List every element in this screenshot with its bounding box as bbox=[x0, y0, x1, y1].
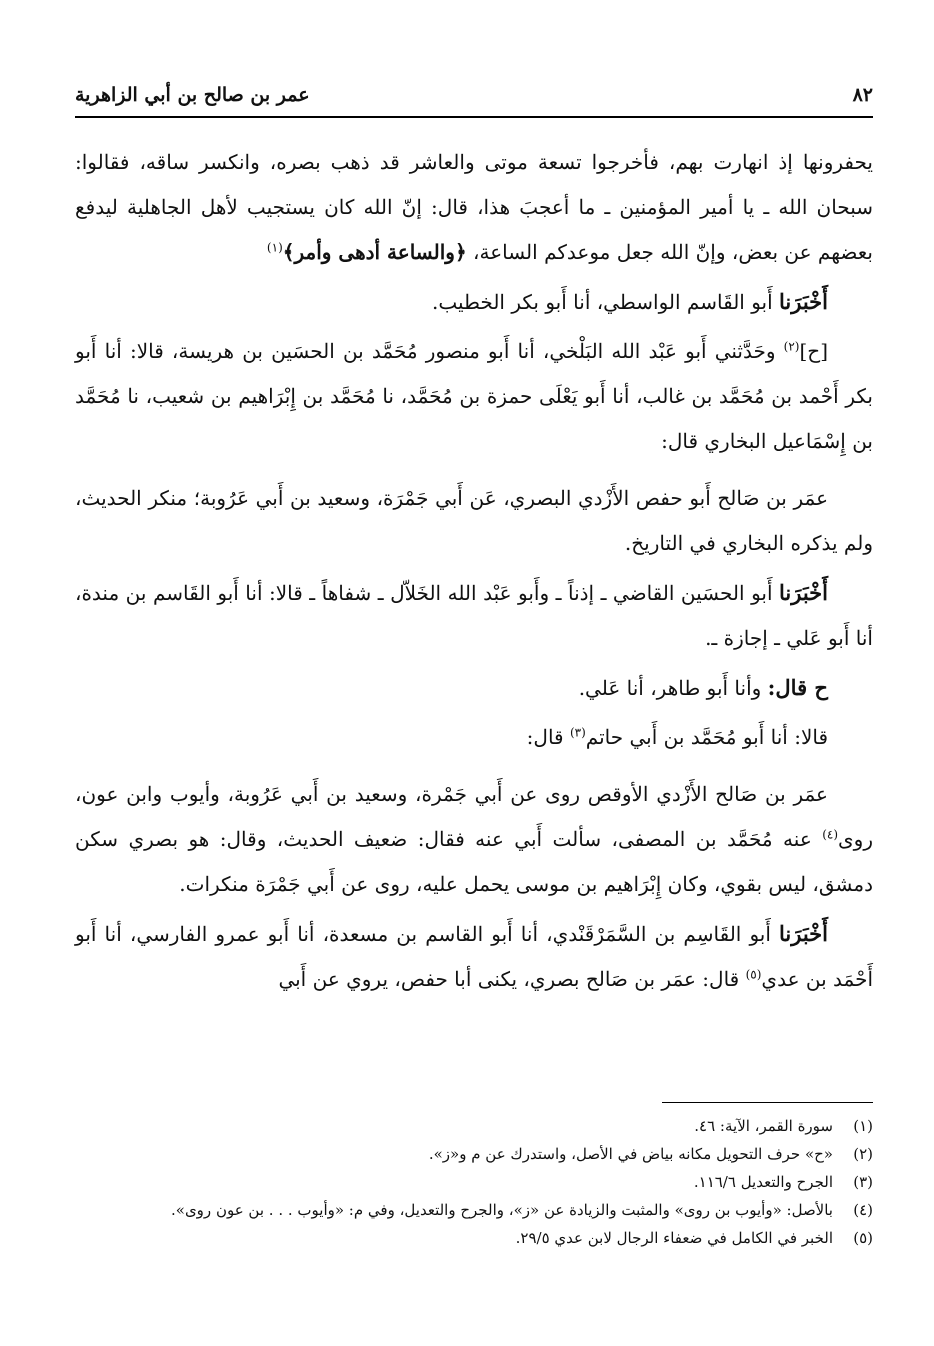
paragraph-text: وأنا أَبو طاهر، أنا عَلي. bbox=[578, 676, 768, 700]
paragraph-8 bbox=[75, 772, 873, 907]
footnote-text: الخبر في الكامل في ضعفاء الرجال لابن عدي ٢٩/٥. bbox=[515, 1229, 833, 1247]
paragraph-2 bbox=[75, 279, 873, 325]
paragraph-text: عنه مُحَمَّد بن المصفى، سألت أَبي عنه فقال: ضعيف الحديث، وقال: هو بصري سكن دمشق، ليس بقوي، وكان إِبْرَاهيم بن موسى يحمل عليه، روى عن أَبي جَمْرَة منكرات. bbox=[75, 827, 873, 896]
page-header bbox=[75, 80, 873, 110]
footnote-text: سورة القمر، الآية: ٤٦. bbox=[694, 1117, 833, 1135]
footnote-text: «ح» حرف التحويل مكانه بياض في الأصل، واستدرك عن م و«ز». bbox=[428, 1145, 833, 1163]
paragraph-3 bbox=[75, 329, 873, 464]
footnote-number: (٤) bbox=[853, 1201, 873, 1219]
footnote-text: الجرح والتعديل ١١٦/٦. bbox=[693, 1173, 833, 1191]
footnote-number: (٥) bbox=[853, 1229, 873, 1247]
paragraph-text: عمَر بن صَالح أَبو حفص الأَزْدي البصري، عَن أَبي جَمْرَة، وسعيد بن أَبي عَرُوبة؛ منكر الحديث، ولم يذكره البخاري في التاريخ. bbox=[75, 486, 873, 555]
akhbarana-lead: أَخْبَرَنا bbox=[779, 289, 828, 314]
footnote-ref-3: (٣) bbox=[569, 725, 586, 740]
footnote-3 bbox=[75, 1168, 873, 1196]
running-title: عمر بن صالح بن أبي الزاهرية bbox=[75, 84, 310, 106]
tahwil-marker: [ح] bbox=[799, 339, 828, 363]
footnote-ref-2: (٢) bbox=[783, 339, 800, 354]
footnote-ref-4: (٤) bbox=[822, 827, 839, 842]
footnote-number: (٢) bbox=[853, 1145, 873, 1163]
paragraph-6 bbox=[75, 665, 873, 711]
main-text bbox=[75, 140, 873, 1002]
paragraph-text: قال: عمَر بن صَالح بصري، يكنى أبا حفص، يروي عن أَبي bbox=[278, 967, 746, 991]
paragraph-1 bbox=[75, 140, 873, 275]
paragraph-text: أَبو القَاسِم بن السَّمَرْقَنْدي، أنا أَبو القاسم بن مسعدة، أنا أَبو عمرو الفارسي، أنا أَبو أَحْمَد بن عدي bbox=[75, 922, 873, 991]
paragraph-text: أَبو الحسَين القاضي ـ إذناً ـ وأَبو عَبْد الله الخَلاّل ـ شفاهاً ـ قالا: أنا أَبو القَاسم بن مندة، أنا أَبو عَلي ـ إجازة ـ. bbox=[75, 581, 873, 650]
footnote-4 bbox=[75, 1196, 873, 1224]
footnote-number: (٣) bbox=[853, 1173, 873, 1191]
footnote-ref-1: (١) bbox=[266, 240, 283, 255]
footnote-ref-5: (٥) bbox=[745, 967, 762, 982]
paragraph-text: أَبو القَاسم الواسطي، أنا أَبو بكر الخطيب. bbox=[431, 290, 780, 314]
paragraph-text: قال: bbox=[526, 725, 570, 749]
footnote-5 bbox=[75, 1224, 873, 1252]
paragraph-text: عمَر بن صَالح الأَزْدي الأوقص روى عن أَبي جَمْرة، وسعيد بن أَبي عَرُوبة، وأيوب وابن عون، روى bbox=[75, 782, 873, 851]
hah-qala-lead: ح قال: bbox=[767, 675, 828, 700]
footnote-number: (١) bbox=[853, 1117, 873, 1135]
paragraph-text: قالا: أنا أَبو مُحَمَّد بن أَبي حاتم bbox=[585, 725, 828, 749]
footnote-text: بالأصل: «وأيوب بن روى» والمثبت والزيادة عن «ز»، والجرح والتعديل، وفي م: «وأيوب . . . بن عون روى». bbox=[171, 1201, 833, 1219]
paragraph-text: وحَدَّثني أَبو عَبْد الله البَلْخي، أنا أَبو منصور مُحَمَّد بن الحسَين بن هريسة، قالا: أنا أَبو بكر أَحْمد بن مُحَمَّد بن غالب، أنا أَبو يَعْلَى حمزة بن مُحَمَّد، نا مُحَمَّد بن إِبْرَاهيم بن شعيب، نا مُحَمَّد بن إِسْمَاعيل البخاري قال: bbox=[75, 339, 873, 453]
quran-quote: ﴿والساعة أدهى وأمر﴾ bbox=[282, 240, 467, 264]
akhbarana-lead: أَخْبَرَنا bbox=[779, 580, 828, 605]
footnote-1 bbox=[75, 1112, 873, 1140]
paragraph-text: يحفرونها إذ انهارت بهم، فأخرجوا تسعة موتى والعاشر قد ذهب بصره، وانكسر ساقه، فقالوا: سبحان الله ـ يا أمير المؤمنين ـ ما أعجبَ هذا، قال: إنّ الله كان يستجيب لأهل الجاهلية ليدفع بعضهم عن بعض، وإنّ الله جعل موعدكم الساعة، bbox=[75, 150, 873, 264]
footnote-2 bbox=[75, 1140, 873, 1168]
paragraph-5 bbox=[75, 570, 873, 661]
footnotes bbox=[75, 1112, 873, 1252]
paragraph-9 bbox=[75, 911, 873, 1002]
paragraph-4 bbox=[75, 476, 873, 566]
footnote-rule bbox=[662, 1102, 873, 1103]
akhbarana-lead: أَخْبَرَنا bbox=[779, 921, 828, 946]
header-rule bbox=[75, 116, 873, 118]
page-number: ٨٢ bbox=[852, 84, 873, 106]
paragraph-7 bbox=[75, 715, 873, 760]
